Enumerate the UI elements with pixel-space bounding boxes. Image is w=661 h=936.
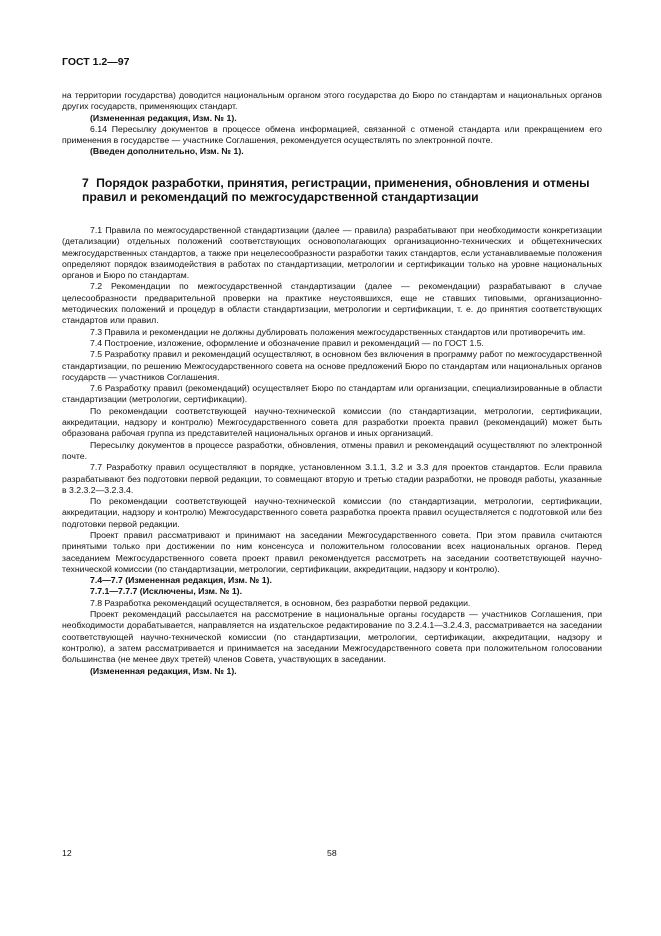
document-code: ГОСТ 1.2—97 — [62, 56, 130, 68]
section-number: 7 — [82, 175, 89, 190]
body-paragraph: По рекомендации соответствующей научно-технической комиссии (по стандартизации, метрологии, сертификации, аккредитации, надзору и контролю) Межгосударственного совета разработка проекта правил осуществляется с подготовкой или без подготовки первой редакции. — [62, 496, 602, 529]
body-paragraph: 7.7 Разработку правил осуществляют в порядке, установленном 3.1.1, 3.2 и 3.3 для проектов стандартов. Если правила разрабатывают без подготовки первой редакции, то совмещают вторую и третью стадии разработки, не проводя работы, указанные в 3.2.3.2—3.2.3.4. — [62, 462, 602, 495]
page-number-center: 58 — [327, 848, 337, 858]
section-body — [62, 225, 602, 677]
body-paragraph: Проект рекомендаций рассылается на рассмотрение в национальные органы государств — участников Соглашения, при необходимости дорабатывается, направляется на издательское редактирование по 3.2.4.1—3.2.4.3, рассматривается на заседании соответствующей научно-технической комиссии (по стандартизации, метрологии, сертификации, аккредитации, надзору и контролю), а затем рассматривается и принимается на заседании Межгосударственного совета при положительном голосовании большинства (не менее двух третей) членов Совета, участвующих в заседании. — [62, 609, 602, 665]
section-heading — [82, 176, 602, 205]
body-paragraph: (Измененная редакция, Изм. № 1). — [90, 665, 237, 676]
page-number-left: 12 — [62, 848, 72, 858]
intro-blocks — [62, 90, 602, 158]
body-paragraph: 7.5 Разработку правил и рекомендаций осуществляют, в основном без включения в программу работ по межгосударственной стандартизации, по решению Межгосударственного совета на основе предложений Бюро по стандартам или национальных органов государств — участников Соглашения. — [62, 349, 602, 382]
body-paragraph: По рекомендации соответствующей научно-технической комиссии (по стандартизации, метрологии, сертификации, аккредитации, надзору и контролю) Межгосударственного совета для разработки проекта правил (рекомендаций) может быть образована рабочая группа из представителей национальных органов и иных организаций. — [62, 405, 602, 439]
body-paragraph: Пересылку документов в процессе разработки, обновления, отмены правил и рекомендаций осуществляют по электронной почте. — [62, 439, 602, 461]
body-paragraph: 7.2 Рекомендации по межгосударственной стандартизации (далее — рекомендации) разрабатывают в случае целесообразности предварительной проверки на практике неустоявшихся, еще не ставших типовыми, организационно-методических положений и процедур в области стандартизации, метрологии и сертификации, т. е. до принятия соответствующих стандартов или правил. — [62, 281, 602, 326]
section-title: Порядок разработки, принятия, регистрации, применения, обновления и отмены правил и рекомендаций по межгосударственной стандартизации — [82, 175, 590, 205]
intro-paragraph: (Измененная редакция, Изм. № 1). — [90, 112, 237, 123]
intro-paragraph: 6.14 Пересылку документов в процессе обмена информацией, связанной с отменой стандарта или прекращением его применения в государстве — участнике Соглашения, рекомендуется осуществлять по электронной почте. — [62, 123, 602, 146]
body-paragraph: 7.1 Правила по межгосударственной стандартизации (далее — правила) разрабатывают при необходимости конкретизации (детализации) отдельных положений соответствующих основополагающих организационно-технических и общетехнических межгосударственных стандартов, а также при нецелесообразности разработки таких стандартов, если устанавливаемые положения определяют порядок взаимодействия в работах по стандартизации, метрологии и сертификации только на уровне национальных органов и Бюро по стандартам. — [62, 224, 602, 281]
intro-paragraph: на территории государства) доводится национальным органом этого государства до Бюро по стандартам и национальных органов других государств, применяющих стандарт. — [62, 90, 602, 112]
body-paragraph: 7.8 Разработка рекомендаций осуществляется, в основном, без разработки первой редакции. — [90, 597, 471, 608]
body-paragraph: 7.4 Построение, изложение, оформление и обозначение правил и рекомендаций — по ГОСТ 1.5. — [90, 337, 484, 348]
body-paragraph: 7.6 Разработку правил (рекомендаций) осуществляет Бюро по стандартам или организации, специализированные в области стандартизации (метрологии, сертификации). — [62, 383, 602, 405]
body-paragraph: 7.7.1—7.7.7 (Исключены, Изм. № 1). — [90, 586, 242, 597]
document-page — [62, 56, 602, 677]
intro-paragraph: (Введен дополнительно, Изм. № 1). — [90, 146, 244, 157]
body-paragraph: Проект правил рассматривают и принимают на заседании Межгосударственного совета. При этом правила считаются принятыми только при достижении по ним консенсуса и положительном голосовании всех национальных органов. Перед заседанием Межгосударственного совета проект правил рекомендуется рассмотреть на заседании соответствующей научно-технической комиссии (по стандартизации, метрологии, сертификации, аккредитации, надзору и контролю). — [62, 529, 602, 574]
body-paragraph: 7.4—7.7 (Измененная редакция, Изм. № 1). — [90, 575, 272, 586]
body-paragraph: 7.3 Правила и рекомендации не должны дублировать положения межгосударственных стандартов или противоречить им. — [90, 326, 586, 337]
